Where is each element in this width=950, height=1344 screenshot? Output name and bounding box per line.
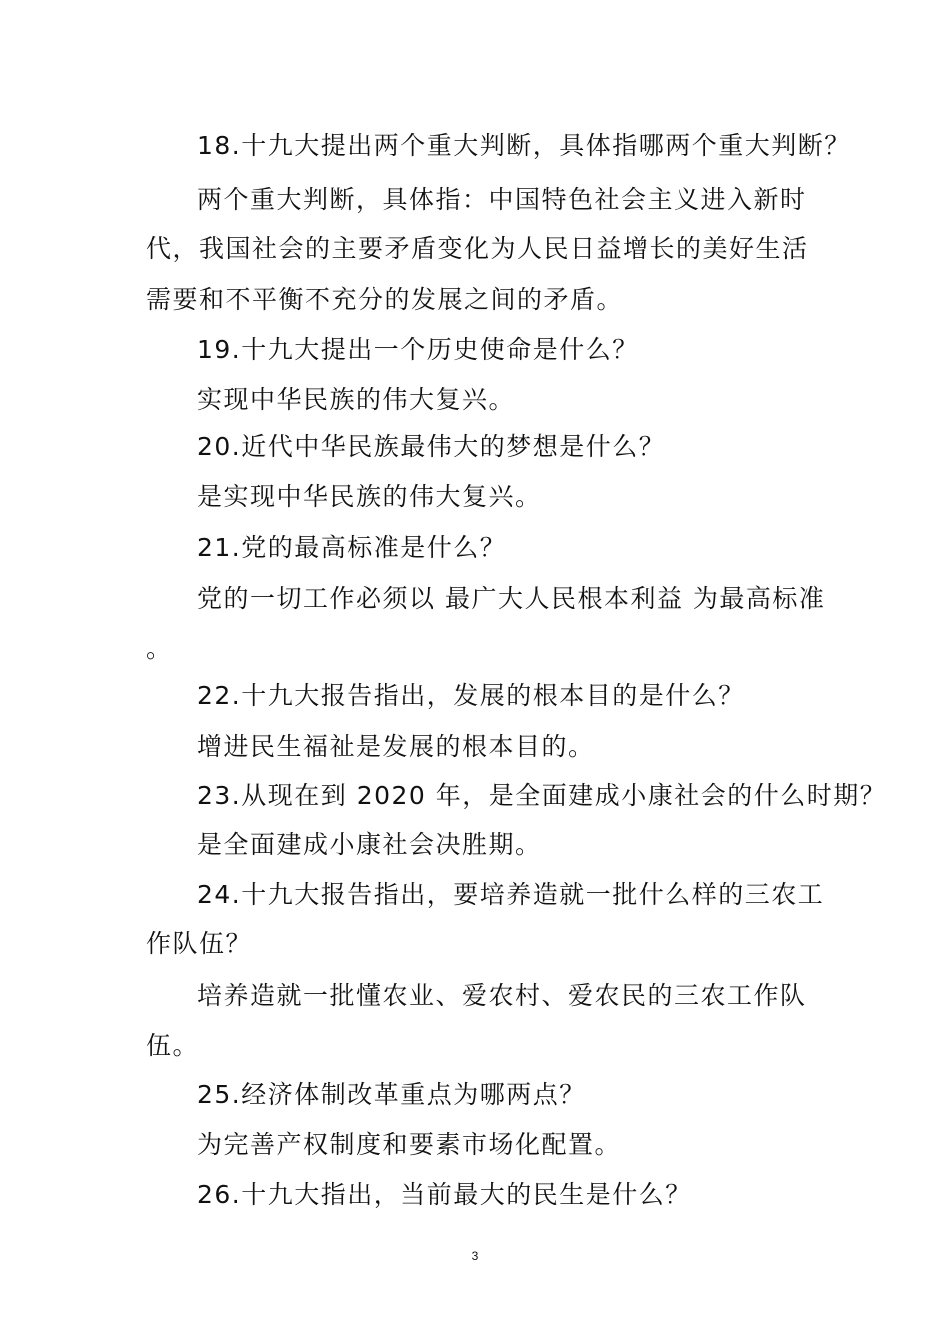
page-number: 3 [471, 1249, 479, 1263]
answer-18-line-3: 需要和不平衡不充分的发展之间的矛盾。 [146, 285, 624, 314]
question-24-line-1: 24.十九大报告指出，要培养造就一批什么样的三农工 [197, 880, 825, 909]
question-20: 20.近代中华民族最伟大的梦想是什么？ [197, 432, 666, 461]
question-24-line-2: 作队伍？ [146, 929, 253, 958]
question-18: 18.十九大提出两个重大判断，具体指哪两个重大判断？ [197, 131, 851, 160]
question-26: 26.十九大指出，当前最大的民生是什么？ [197, 1180, 692, 1209]
question-23: 23.从现在到 2020 年，是全面建成小康社会的什么时期？ [197, 781, 887, 810]
answer-18-line-1: 两个重大判断，具体指：中国特色社会主义进入新时 [197, 185, 807, 214]
answer-25: 为完善产权制度和要素市场化配置。 [197, 1130, 622, 1159]
answer-21-line-1: 党的一切工作必须以 最广大人民根本利益 为最高标准 [197, 584, 826, 613]
question-22: 22.十九大报告指出，发展的根本目的是什么？ [197, 681, 745, 710]
answer-24-line-1: 培养造就一批懂农业、爱农村、爱农民的三农工作队 [197, 981, 807, 1010]
question-21: 21.党的最高标准是什么？ [197, 533, 507, 562]
answer-18-line-2: 代，我国社会的主要矛盾变化为人民日益增长的美好生活 [146, 234, 809, 263]
answer-23: 是全面建成小康社会决胜期。 [197, 830, 542, 859]
answer-22: 增进民生福祉是发展的根本目的。 [197, 732, 595, 761]
answer-24-line-2: 伍。 [146, 1031, 200, 1060]
question-25: 25.经济体制改革重点为哪两点？ [197, 1080, 586, 1109]
answer-20: 是实现中华民族的伟大复兴。 [197, 482, 542, 511]
question-19: 19.十九大提出一个历史使命是什么？ [197, 335, 639, 364]
answer-19: 实现中华民族的伟大复兴。 [197, 385, 516, 414]
answer-21-line-2: 。 [146, 634, 173, 663]
